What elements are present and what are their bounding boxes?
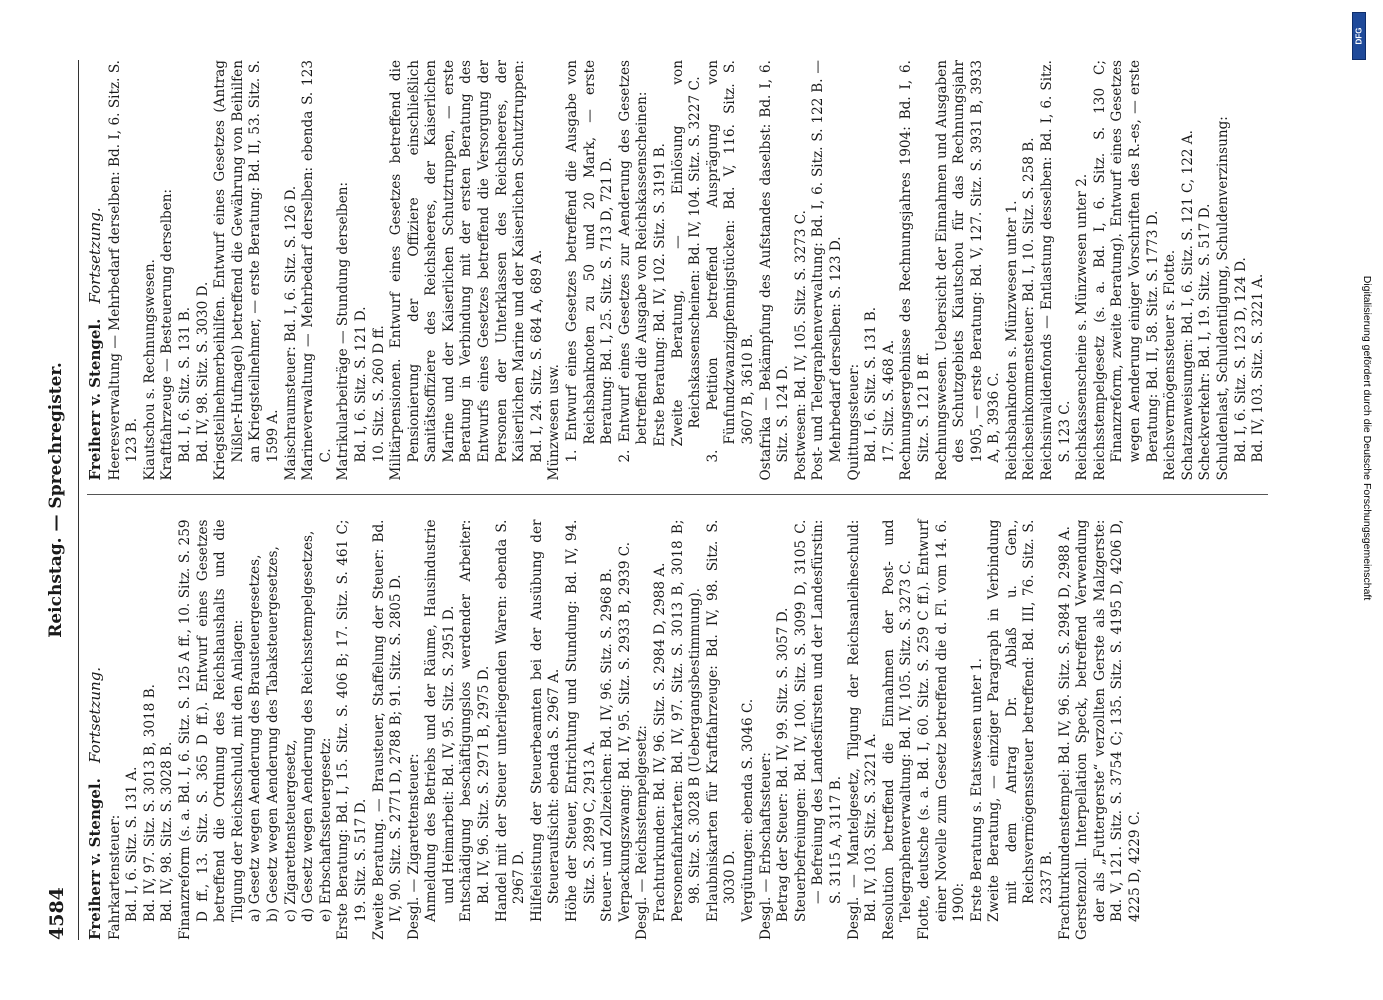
register-entry: Frachturkundenstempel: Bd. IV, 96. Sitz. S. 2984 D, 2988 A. (1056, 526, 1073, 940)
register-entry: Bd. I, 6. Sitz. S. 131 B. (863, 306, 880, 463)
running-title: Reichstag. — Sprechregister. (46, 362, 66, 638)
register-entry: Postwesen: Bd. IV, 105. Sitz. S. 3273 C. (792, 210, 809, 481)
register-entry: Heeresverwaltung — Mehrbedarf derselben: Bd. I, 6. Sitz. S. 123 B. (106, 60, 141, 481)
register-entry: Marineverwaltung — Mehrbedarf derselben: ebenda S. 123 C. (300, 60, 334, 481)
register-entry: Erlaubniskarten für Kraftfahrzeuge: Bd. IV, 98. Sitz. S. 3030 D. (704, 519, 739, 922)
left-column-heading (87, 520, 105, 941)
register-entry: Militärpensionen. Entwurf eines Gesetzes betreffend die Pensionierung der Offiziere einschließlich Sanitätsoffiziere des Reichsheeres, der Kaiserlichen Marine und der Kaiserlichen Schutztruppen, — erste Beratung in Verbindung mit der ersten Beratung des Entwurfs eines Gesetzes betreffend die Versorgung der Personen der Unterklassen des Reichsheeres, der Kaiserlichen Marine und der Kaiserlichen Schutztruppen: Bd. I, 24. Sitz. S. 684 A, 689 A. (388, 60, 545, 481)
right-column (87, 60, 1268, 496)
register-entry: Steuer- und Zollzeichen: Bd. IV, 96. Sitz. S. 2968 B. (599, 568, 616, 922)
register-entry: 2. Entwurf eines Gesetzes zur Aenderung des Gesetzes betreffend die Ausgabe von Reichskassenscheinen: (616, 60, 651, 463)
register-entry: Desgl. — Erbschaftssteuer: (757, 752, 774, 940)
register-entry: Münzwesen usw. (546, 364, 563, 481)
register-entry: Bd. IV, 103. Sitz. S. 3221 A. (1250, 273, 1267, 463)
register-entry: Desgl. — Reichsstempelgesetz: (634, 725, 651, 940)
register-entry: Schatzanweisungen: Bd. I, 6. Sitz. S. 121 C, 122 A. (1179, 130, 1196, 481)
register-entry: Reichseinkommensteuer: Bd. I, 10. Sitz. S. 258 B. (1021, 137, 1038, 481)
register-entry: Bd. IV, 97. Sitz. S. 3013 B, 3018 B. (141, 684, 158, 922)
register-entry: Entschädigung beschäftigungslos werdender Arbeiter: Bd. IV, 96. Sitz. S. 2971 B, 2975 D. (458, 519, 493, 922)
register-entry: Finanzreform (s. a. Bd. I, 6. Sitz. S. 125 A ff., 10. Sitz. S. 259 D ff., 13. Sitz. S. 365 D ff.). Entwurf eines Gesetzes betreffend die Ordnung des Reichshaushalts und die Tilgung der Reichsschuld, mit den Anlagen: (176, 519, 246, 940)
register-entry: Betrag der Steuer: Bd. IV, 99. Sitz. S. 3057 D. (775, 607, 792, 922)
register-entry: Desgl. — Zigarettensteuer: (405, 753, 422, 940)
left-entry-list (107, 520, 1145, 941)
register-entry: Reichsbanknoten s. Münzwesen unter 1. (1003, 200, 1020, 481)
register-entry: Kraftfahrzeuge — Besteuerung derselben: (159, 188, 176, 481)
register-entry: Reichsvermögenssteuer s. Flotte. (1162, 249, 1179, 481)
right-column-heading (87, 60, 105, 481)
register-columns (87, 60, 1268, 940)
register-entry: Bd. IV, 98. Sitz. S. 3030 D. (194, 281, 211, 463)
register-entry: d) Gesetz wegen Aenderung des Reichsstempelgesetzes, (300, 530, 317, 922)
running-head (46, 60, 74, 940)
register-entry: Gerstenzoll. Interpellation Speck, betreffend Verwendung der als „Futtergerste“ verzollten Gerste als Malzgerste: Bd. V, 121. Sitz. S. 3754 C; 135. Sitz. S. 4195 D, 4206 D, 4225 D, 4229 C. (1074, 519, 1144, 940)
speaker-name: Freiherr v. Stengel. (86, 778, 104, 940)
register-entry: Anmeldung des Betriebs und der Räume, Hausindustrie und Heimarbeit: Bd. IV, 95. Sitz. S. 2951 D. (423, 519, 457, 922)
register-entry: Desgl. — Mantelgesetz, Tilgung der Reichsanleiheschuld: Bd. IV, 103. Sitz. S. 3221 A. (845, 519, 880, 940)
register-entry: Hilfeleistung der Steuerbeamten bei der Ausübung der Steueraufsicht: ebenda S. 2967 A. (528, 519, 563, 922)
register-entry: Personenfahrkarten: Bd. IV, 97. Sitz. S. 3013 B, 3018 B; 98. Sitz. S. 3028 B (Uebergangsbestimmung). (669, 519, 704, 922)
digitization-credit (1349, 68, 1383, 808)
register-entry: Rechnungswesen. Uebersicht der Einnahmen und Ausgaben des Schutzgebiets Kiautschou für das Rechnungsjahr 1905, — erste Beratung: Bd. V, 127. Sitz. S. 3931 B, 3933 A, B, 3936 C. (933, 60, 1003, 481)
register-entry: Reichsinvalidenfonds — Entlastung desselben: Bd. I, 6. Sitz. S. 123 C. (1039, 60, 1073, 481)
register-entry: Schuldenlast, Schuldentilgung, Schuldenverzinsung: (1215, 116, 1231, 481)
register-entry: Bd. I, 6. Sitz. S. 131 A. (124, 766, 141, 922)
register-entry: Erste Beratung: Bd. I, 15. Sitz. S. 406 B; 17. Sitz. S. 461 C; 19. Sitz. S. 517 D. (335, 519, 369, 940)
register-entry: Reichsstempelgesetz (s. a. Bd. I, 6. Sitz. S. 130 C; Finanzreform, zweite Beratung). Entwurf eines Gesetzes wegen Aenderung einiger Vorschriften des R.-es, — erste Beratung: Bd. II, 58. Sitz. S. 1773 D. (1091, 60, 1161, 481)
register-entry: Verpackungszwang: Bd. IV, 95. Sitz. S. 2933 B, 2939 C. (616, 541, 633, 922)
register-entry: 1. Entwurf eines Gesetzes betreffend die Ausgabe von Reichsbanknoten zu 50 und 20 Mark, — erste Beratung: Bd. I, 25. Sitz. S. 713 D, 721 D. (564, 60, 616, 463)
register-entry: Reichskassenscheine s. Münzwesen unter 2. (1074, 173, 1091, 481)
register-entry: Steuerbefreiungen: Bd. IV, 100. Sitz. S. 3099 D, 3105 C. — Befreiung des Landesfürsten und der Landesfürstin: S. 3115 A, 3117 B. (792, 519, 844, 922)
dfg-logo (1352, 12, 1366, 60)
register-entry: Bd. I, 6. Sitz. S. 123 D, 124 D. (1232, 257, 1249, 463)
register-entry: Quittungssteuer: (845, 363, 862, 481)
register-entry: Kriegsteilnehmerbeihilfen. Entwurf eines Gesetzes (Antrag Nißler-Hufnagel) betreffend die Gewährung von Beihilfen an Kriegsteilnehmer, — erste Beratung: Bd. II, 53. Sitz. S. 1599 A. (212, 60, 281, 481)
register-entry: Zweite Beratung, — einziger Paragraph in Verbindung mit dem Antrag Dr. Ablaß u. Gen., Reichsvermögenssteuer betreffend: Bd. III, 76. Sitz. S. 2337 B. (986, 519, 1056, 922)
dfg-logo-text: DFG (1354, 27, 1364, 45)
register-entry: Rechnungsergebnisse des Rechnungsjahres 1904: Bd. I, 6. Sitz. S. 121 B ff. (898, 60, 932, 481)
continuation-label: Fortsetzung. (86, 666, 104, 763)
register-entry: Vergütungen: ebenda S. 3046 C. (739, 698, 756, 922)
register-entry: Matrikularbeiträge — Stundung derselben: (335, 181, 352, 481)
register-entry: 3. Petition betreffend Ausprägung von Fünfundzwanzigpfennigstücken: Bd. V, 116. Sitz. S. 3607 B, 3610 B. (704, 60, 756, 463)
register-entry: Fahrkartensteuer: (106, 814, 123, 940)
register-entry: Handel mit der Steuer unterliegenden Waren: ebenda S. 2967 D. (493, 519, 528, 922)
right-entry-list (107, 60, 1268, 481)
register-entry: Scheckverkehr: Bd. I, 19. Sitz. S. 517 D. (1197, 203, 1214, 481)
register-entry: c) Zigarettensteuergesetz, (282, 739, 299, 922)
register-entry: Bd. I, 6. Sitz. S. 131 B. (176, 306, 193, 463)
register-entry: 10. Sitz. S. 260 D ff. (370, 325, 387, 463)
register-entry: Maischraumsteuer: Bd. I, 6. Sitz. S. 126 D. (282, 185, 299, 481)
register-entry: Kiautschou s. Rechnungswesen. (141, 259, 158, 481)
header-rule (78, 60, 79, 940)
register-entry: Bd. IV, 98. Sitz. S. 3028 B. (159, 741, 176, 922)
register-entry: Zweite Beratung. — Brausteuer, Staffelung der Steuer: Bd. IV, 90. Sitz. S. 2771 D, 2788 B; 91. Sitz. S. 2805 D. (370, 519, 405, 940)
register-entry: Zweite Beratung, — Einlösung von Reichskassenscheinen: Bd. IV, 104. Sitz. S. 3227 C. (669, 60, 704, 447)
register-entry: Höhe der Steuer, Entrichtung und Stundung: Bd. IV, 94. Sitz. S. 2899 C, 2913 A. (564, 519, 598, 922)
digitization-note: Digitalisierung gefördert durch die Deutsche Forschungsgemeinschaft (1361, 275, 1373, 601)
register-entry: Flotte, deutsche (s. a. Bd. I, 60. Sitz. S. 259 C ff.). Entwurf einer Novelle zum Gesetz betreffend die d. Fl. vom 14. 6. 1900: (915, 519, 968, 940)
register-entry: e) Erbschaftssteuergesetz: (317, 737, 334, 922)
register-entry: Erste Beratung: Bd. IV, 102. Sitz. S. 3191 B. (652, 143, 668, 447)
left-column (87, 520, 1268, 941)
register-entry: Bd. I, 6. Sitz. S. 121 D. (352, 306, 369, 463)
register-entry: 17. Sitz. S. 468 A. (880, 339, 897, 463)
register-entry: Frachturkunden: Bd. IV, 96. Sitz. S. 2984 D, 2988 A. (652, 562, 668, 922)
digitization-sidebar (1349, 8, 1383, 992)
register-entry: Post- und Telegraphenverwaltung: Bd. I, 6. Sitz. S. 122 B. — Mehrbedarf derselben: S. 123 D. (810, 60, 844, 481)
register-entry: b) Gesetz wegen Aenderung des Tabaksteuergesetzes, (264, 546, 281, 922)
page-number: 4584 (46, 887, 68, 940)
continuation-label: Fortsetzung. (86, 207, 104, 304)
register-entry: Resolution betreffend die Einnahmen der Post- und Telegraphenverwaltung: Bd. IV, 105. Sitz. S. 3273 C. (880, 519, 915, 940)
register-entry: Erste Beratung s. Etatswesen unter 1. (968, 658, 985, 922)
register-entry: Ostafrika — Bekämpfung des Aufstandes daselbst: Bd. I, 6. Sitz. S. 124 D. (757, 60, 792, 481)
speaker-name: Freiherr v. Stengel. (86, 318, 104, 481)
register-entry: a) Gesetz wegen Aenderung des Brausteuergesetzes, (247, 554, 264, 922)
